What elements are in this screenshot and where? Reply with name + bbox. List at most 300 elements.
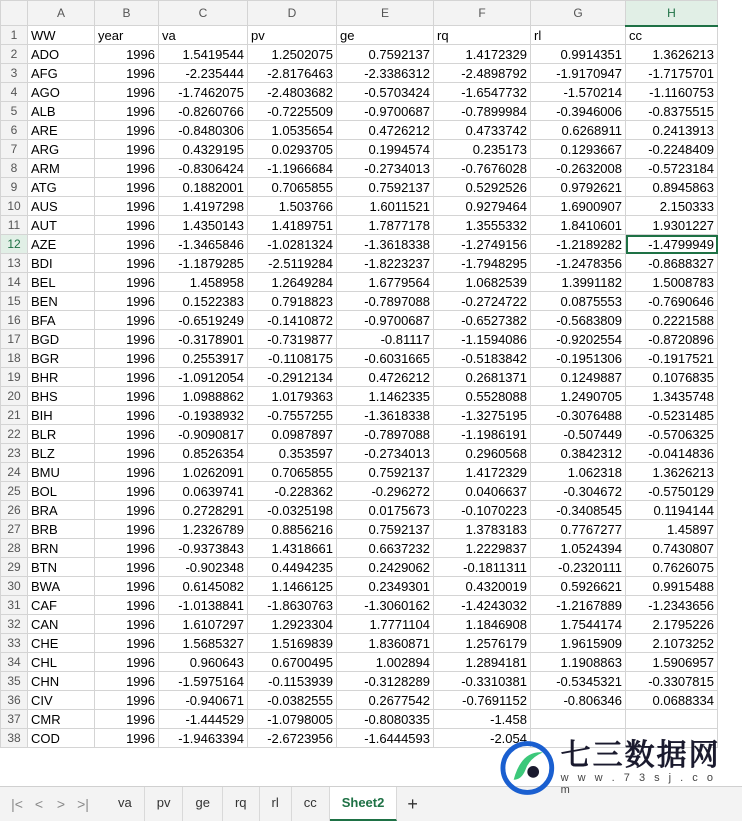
cell[interactable]: year [95, 26, 159, 45]
cell[interactable]: 0.7592137 [337, 520, 434, 539]
cell[interactable]: 1996 [95, 216, 159, 235]
cell[interactable]: 2.1073252 [626, 634, 718, 653]
cell[interactable]: 1996 [95, 653, 159, 672]
cell[interactable]: -0.507449 [531, 425, 626, 444]
cell[interactable]: 1.45897 [626, 520, 718, 539]
cell[interactable]: 1.7544174 [531, 615, 626, 634]
row-header[interactable]: 20 [1, 387, 28, 406]
cell[interactable]: 1.5008783 [626, 273, 718, 292]
cell[interactable] [626, 710, 718, 729]
cell[interactable]: 1996 [95, 387, 159, 406]
cell[interactable]: 1996 [95, 273, 159, 292]
cell[interactable]: -1.1879285 [159, 254, 248, 273]
cell[interactable]: ATG [28, 178, 95, 197]
cell[interactable]: CMR [28, 710, 95, 729]
cell[interactable]: CHE [28, 634, 95, 653]
cell[interactable]: -0.1917521 [626, 349, 718, 368]
cell[interactable]: -0.7897088 [337, 292, 434, 311]
cell[interactable]: 0.353597 [248, 444, 337, 463]
cell[interactable]: cc [626, 26, 718, 45]
cell[interactable]: 0.5292526 [434, 178, 531, 197]
cell[interactable]: 1.1462335 [337, 387, 434, 406]
cell[interactable]: -1.2749156 [434, 235, 531, 254]
row-header[interactable]: 22 [1, 425, 28, 444]
cell[interactable]: -0.2734013 [337, 159, 434, 178]
row-header[interactable]: 30 [1, 577, 28, 596]
cell[interactable]: 0.4494235 [248, 558, 337, 577]
cell[interactable]: 0.2221588 [626, 311, 718, 330]
row-header[interactable]: 3 [1, 64, 28, 83]
cell[interactable]: 1.2649284 [248, 273, 337, 292]
cell[interactable]: 0.7065855 [248, 178, 337, 197]
row-header[interactable]: 13 [1, 254, 28, 273]
cell[interactable]: -2.6723956 [248, 729, 337, 748]
column-header-a[interactable]: A [28, 1, 95, 26]
row-header[interactable]: 25 [1, 482, 28, 501]
row-header[interactable]: 14 [1, 273, 28, 292]
cell[interactable]: 0.8856216 [248, 520, 337, 539]
cell[interactable]: -1.8630763 [248, 596, 337, 615]
cell[interactable]: 1.6900907 [531, 197, 626, 216]
cell[interactable]: BGD [28, 330, 95, 349]
cell[interactable]: 0.235173 [434, 140, 531, 159]
cell[interactable]: 0.7626075 [626, 558, 718, 577]
cell[interactable]: 1996 [95, 520, 159, 539]
cell[interactable]: -1.2167889 [531, 596, 626, 615]
cell[interactable]: 1.062318 [531, 463, 626, 482]
row-header[interactable]: 17 [1, 330, 28, 349]
cell[interactable]: 1996 [95, 558, 159, 577]
cell[interactable]: BOL [28, 482, 95, 501]
cell[interactable]: 1996 [95, 235, 159, 254]
cell[interactable]: 1.2923304 [248, 615, 337, 634]
cell[interactable]: 0.8526354 [159, 444, 248, 463]
cell[interactable]: BWA [28, 577, 95, 596]
cell[interactable]: ge [337, 26, 434, 45]
cell[interactable]: -0.5706325 [626, 425, 718, 444]
cell[interactable]: 0.960643 [159, 653, 248, 672]
cell[interactable]: -1.9170947 [531, 64, 626, 83]
cell[interactable]: 0.0875553 [531, 292, 626, 311]
cell[interactable]: -0.9373843 [159, 539, 248, 558]
cell[interactable]: -1.2343656 [626, 596, 718, 615]
cell[interactable]: -1.8223237 [337, 254, 434, 273]
cell[interactable]: -1.7462075 [159, 83, 248, 102]
cell[interactable]: -1.3618338 [337, 406, 434, 425]
cell[interactable]: 0.5926621 [531, 577, 626, 596]
cell[interactable]: 1.503766 [248, 197, 337, 216]
cell[interactable]: 1996 [95, 311, 159, 330]
select-all-corner[interactable] [1, 1, 28, 26]
cell[interactable]: 0.7065855 [248, 463, 337, 482]
cell[interactable]: -0.0414836 [626, 444, 718, 463]
cell[interactable]: 1996 [95, 634, 159, 653]
cell[interactable]: 1.9301227 [626, 216, 718, 235]
row-header[interactable]: 35 [1, 672, 28, 691]
cell[interactable]: 1.4197298 [159, 197, 248, 216]
cell[interactable]: -1.3060162 [337, 596, 434, 615]
cell[interactable]: 1.458958 [159, 273, 248, 292]
cell[interactable]: -2.4803682 [248, 83, 337, 102]
cell[interactable]: -1.458 [434, 710, 531, 729]
cell[interactable]: AFG [28, 64, 95, 83]
cell[interactable]: -1.3618338 [337, 235, 434, 254]
cell[interactable]: 0.1522383 [159, 292, 248, 311]
cell[interactable]: -0.7899984 [434, 102, 531, 121]
cell[interactable]: AGO [28, 83, 95, 102]
cell[interactable]: -0.8688327 [626, 254, 718, 273]
cell[interactable]: -0.7557255 [248, 406, 337, 425]
cell[interactable]: -0.8375515 [626, 102, 718, 121]
cell[interactable]: 0.4726212 [337, 121, 434, 140]
cell[interactable]: CHL [28, 653, 95, 672]
cell[interactable]: 0.0639741 [159, 482, 248, 501]
cell[interactable]: 1.4350143 [159, 216, 248, 235]
cell[interactable]: 1996 [95, 444, 159, 463]
cell[interactable]: -0.5183842 [434, 349, 531, 368]
column-header-g[interactable]: G [531, 1, 626, 26]
tab-rq[interactable]: rq [223, 787, 260, 821]
cell[interactable]: 1.1846908 [434, 615, 531, 634]
cell[interactable]: -0.0325198 [248, 501, 337, 520]
cell[interactable]: -1.6547732 [434, 83, 531, 102]
cell[interactable]: 1996 [95, 197, 159, 216]
tab-pv[interactable]: pv [145, 787, 184, 821]
cell[interactable]: 1.7877178 [337, 216, 434, 235]
tab-va[interactable]: va [106, 787, 145, 821]
cell[interactable]: WW [28, 26, 95, 45]
cell[interactable]: pv [248, 26, 337, 45]
cell[interactable]: 0.0293705 [248, 140, 337, 159]
cell[interactable]: 1996 [95, 292, 159, 311]
cell[interactable]: 1.6107297 [159, 615, 248, 634]
row-header[interactable]: 1 [1, 26, 28, 45]
cell[interactable]: -2.235444 [159, 64, 248, 83]
cell[interactable]: 1996 [95, 615, 159, 634]
cell[interactable]: -1.7948295 [434, 254, 531, 273]
column-header-h[interactable]: H [626, 1, 718, 26]
cell[interactable]: 1996 [95, 406, 159, 425]
cell[interactable]: 1.3555332 [434, 216, 531, 235]
first-sheet-icon[interactable]: |< [11, 796, 23, 812]
cell[interactable]: 1.3991182 [531, 273, 626, 292]
cell[interactable]: 1.6779564 [337, 273, 434, 292]
cell[interactable]: 0.0987897 [248, 425, 337, 444]
cell[interactable]: 1.3626213 [626, 45, 718, 64]
cell[interactable]: 1.2894181 [434, 653, 531, 672]
cell[interactable]: -0.9700687 [337, 102, 434, 121]
cell[interactable]: -1.1986191 [434, 425, 531, 444]
cell[interactable] [531, 710, 626, 729]
cell[interactable]: 1996 [95, 140, 159, 159]
cell[interactable]: ADO [28, 45, 95, 64]
cell[interactable]: -0.81117 [337, 330, 434, 349]
column-header-e[interactable]: E [337, 1, 434, 26]
row-header[interactable]: 37 [1, 710, 28, 729]
cell[interactable]: AUS [28, 197, 95, 216]
cell[interactable]: 2.1795226 [626, 615, 718, 634]
cell[interactable]: 2.150333 [626, 197, 718, 216]
tab-cc[interactable]: cc [292, 787, 330, 821]
cell[interactable]: 0.1194144 [626, 501, 718, 520]
cell[interactable]: -0.1153939 [248, 672, 337, 691]
cell[interactable]: 0.1882001 [159, 178, 248, 197]
cell[interactable]: 0.7592137 [337, 45, 434, 64]
cell[interactable]: 1996 [95, 672, 159, 691]
cell[interactable]: 0.1249887 [531, 368, 626, 387]
row-header[interactable]: 26 [1, 501, 28, 520]
cell[interactable]: 1.2326789 [159, 520, 248, 539]
cell[interactable]: -0.5750129 [626, 482, 718, 501]
cell[interactable]: -0.1070223 [434, 501, 531, 520]
cell[interactable]: 0.8945863 [626, 178, 718, 197]
row-header[interactable]: 7 [1, 140, 28, 159]
cell[interactable]: -0.1410872 [248, 311, 337, 330]
cell[interactable]: 0.4320019 [434, 577, 531, 596]
cell[interactable]: CIV [28, 691, 95, 710]
cell[interactable]: 1.3626213 [626, 463, 718, 482]
cell[interactable]: 0.6268911 [531, 121, 626, 140]
cell[interactable]: -0.9090817 [159, 425, 248, 444]
cell[interactable]: -2.5119284 [248, 254, 337, 273]
cell[interactable]: 0.0688334 [626, 691, 718, 710]
column-header-f[interactable]: F [434, 1, 531, 26]
cell[interactable]: 1996 [95, 368, 159, 387]
cell[interactable]: va [159, 26, 248, 45]
cell[interactable]: ARM [28, 159, 95, 178]
last-sheet-icon[interactable]: >| [77, 796, 89, 812]
column-header-b[interactable]: B [95, 1, 159, 26]
cell[interactable]: -0.8260766 [159, 102, 248, 121]
cell[interactable]: -0.3128289 [337, 672, 434, 691]
cell[interactable]: 1996 [95, 159, 159, 178]
cell[interactable]: -0.304672 [531, 482, 626, 501]
cell[interactable]: -0.940671 [159, 691, 248, 710]
cell[interactable]: -1.444529 [159, 710, 248, 729]
cell[interactable]: -0.2734013 [337, 444, 434, 463]
cell[interactable]: BEN [28, 292, 95, 311]
cell[interactable]: BLZ [28, 444, 95, 463]
row-header[interactable]: 10 [1, 197, 28, 216]
cell[interactable]: 1.5906957 [626, 653, 718, 672]
cell[interactable]: 1996 [95, 83, 159, 102]
cell[interactable]: -0.1108175 [248, 349, 337, 368]
cell[interactable]: -1.3465846 [159, 235, 248, 254]
row-header[interactable]: 27 [1, 520, 28, 539]
cell[interactable]: -1.2189282 [531, 235, 626, 254]
cell[interactable]: -0.3310381 [434, 672, 531, 691]
cell[interactable]: 0.7767277 [531, 520, 626, 539]
cell[interactable]: -0.7690646 [626, 292, 718, 311]
row-header[interactable]: 4 [1, 83, 28, 102]
cell[interactable]: ARG [28, 140, 95, 159]
cell[interactable]: 1996 [95, 45, 159, 64]
cell[interactable]: 1996 [95, 501, 159, 520]
cell[interactable]: -1.0138841 [159, 596, 248, 615]
cell[interactable]: -1.0281324 [248, 235, 337, 254]
cell[interactable]: 1.5419544 [159, 45, 248, 64]
cell[interactable]: -1.3275195 [434, 406, 531, 425]
cell[interactable]: 0.9914351 [531, 45, 626, 64]
row-header[interactable]: 19 [1, 368, 28, 387]
cell[interactable]: 0.2413913 [626, 121, 718, 140]
row-header[interactable]: 11 [1, 216, 28, 235]
cell[interactable]: BRA [28, 501, 95, 520]
cell[interactable]: 0.2681371 [434, 368, 531, 387]
cell[interactable]: -0.228362 [248, 482, 337, 501]
cell[interactable]: -0.8720896 [626, 330, 718, 349]
cell[interactable]: -0.0382555 [248, 691, 337, 710]
cell[interactable]: 1996 [95, 254, 159, 273]
cell[interactable]: 0.3842312 [531, 444, 626, 463]
add-sheet-button[interactable]: + [407, 793, 418, 814]
cell[interactable]: BFA [28, 311, 95, 330]
cell[interactable]: -0.2320111 [531, 558, 626, 577]
cell[interactable]: BHR [28, 368, 95, 387]
cell[interactable]: 0.6700495 [248, 653, 337, 672]
cell[interactable]: BIH [28, 406, 95, 425]
cell[interactable]: BEL [28, 273, 95, 292]
cell[interactable]: 0.7592137 [337, 463, 434, 482]
cell[interactable]: 1996 [95, 425, 159, 444]
cell[interactable]: -0.7225509 [248, 102, 337, 121]
cell[interactable]: CAF [28, 596, 95, 615]
cell[interactable]: 1996 [95, 539, 159, 558]
cell[interactable]: 1.2229837 [434, 539, 531, 558]
cell[interactable]: 1.8360871 [337, 634, 434, 653]
cell[interactable]: -1.4243032 [434, 596, 531, 615]
cell[interactable]: BMU [28, 463, 95, 482]
cell[interactable]: 0.2553917 [159, 349, 248, 368]
cell[interactable]: -0.3178901 [159, 330, 248, 349]
cell[interactable]: 1.0179363 [248, 387, 337, 406]
row-header[interactable]: 2 [1, 45, 28, 64]
cell[interactable]: 0.7918823 [248, 292, 337, 311]
cell[interactable]: -0.7676028 [434, 159, 531, 178]
cell[interactable]: COD [28, 729, 95, 748]
cell[interactable]: 1996 [95, 330, 159, 349]
cell[interactable]: 1996 [95, 121, 159, 140]
cell[interactable]: -1.5975164 [159, 672, 248, 691]
cell[interactable]: -1.0912054 [159, 368, 248, 387]
cell[interactable]: BTN [28, 558, 95, 577]
cell[interactable]: -0.2632008 [531, 159, 626, 178]
cell[interactable]: 1996 [95, 178, 159, 197]
row-header[interactable]: 21 [1, 406, 28, 425]
row-header[interactable]: 12 [1, 235, 28, 254]
cell[interactable]: 0.9915488 [626, 577, 718, 596]
cell[interactable]: -2.054 [434, 729, 531, 748]
cell[interactable]: -1.6444593 [337, 729, 434, 748]
cell[interactable]: 1.0988862 [159, 387, 248, 406]
cell[interactable]: 1996 [95, 64, 159, 83]
cell[interactable]: 1996 [95, 729, 159, 748]
cell[interactable]: -0.3076488 [531, 406, 626, 425]
cell[interactable]: rl [531, 26, 626, 45]
cell[interactable]: 0.7430807 [626, 539, 718, 558]
cell[interactable]: 1.6011521 [337, 197, 434, 216]
cell[interactable]: CAN [28, 615, 95, 634]
cell[interactable]: 1.3435748 [626, 387, 718, 406]
row-header[interactable]: 9 [1, 178, 28, 197]
cell[interactable]: -0.2248409 [626, 140, 718, 159]
cell[interactable]: -1.1594086 [434, 330, 531, 349]
cell[interactable]: -0.6031665 [337, 349, 434, 368]
cell[interactable]: -0.1811311 [434, 558, 531, 577]
row-header[interactable]: 8 [1, 159, 28, 178]
cell[interactable]: 0.6637232 [337, 539, 434, 558]
cell[interactable]: 1.1908863 [531, 653, 626, 672]
cell[interactable]: -0.902348 [159, 558, 248, 577]
next-sheet-icon[interactable]: > [56, 796, 66, 812]
cell[interactable]: 0.4733742 [434, 121, 531, 140]
cell[interactable]: 1.2502075 [248, 45, 337, 64]
cell[interactable]: 1996 [95, 710, 159, 729]
cell[interactable]: 0.6145082 [159, 577, 248, 596]
column-header-d[interactable]: D [248, 1, 337, 26]
cell[interactable]: 1.0262091 [159, 463, 248, 482]
cell[interactable]: -1.1160753 [626, 83, 718, 102]
row-header[interactable]: 23 [1, 444, 28, 463]
cell[interactable]: -0.3946006 [531, 102, 626, 121]
cell[interactable]: 1.2576179 [434, 634, 531, 653]
cell[interactable]: -0.1951306 [531, 349, 626, 368]
row-header[interactable]: 28 [1, 539, 28, 558]
cell[interactable]: BRB [28, 520, 95, 539]
row-header[interactable]: 24 [1, 463, 28, 482]
cell[interactable]: 1.5169839 [248, 634, 337, 653]
cell[interactable]: 1.4189751 [248, 216, 337, 235]
row-header[interactable]: 31 [1, 596, 28, 615]
cell[interactable]: -0.6527382 [434, 311, 531, 330]
cell[interactable]: -1.570214 [531, 83, 626, 102]
cell[interactable]: -0.8306424 [159, 159, 248, 178]
cell[interactable]: 1.4172329 [434, 463, 531, 482]
cell[interactable]: 1.3783183 [434, 520, 531, 539]
cell[interactable]: 0.7592137 [337, 178, 434, 197]
tab-rl[interactable]: rl [260, 787, 292, 821]
cell[interactable]: 0.9279464 [434, 197, 531, 216]
cell[interactable]: -1.1966684 [248, 159, 337, 178]
cell[interactable]: 0.1994574 [337, 140, 434, 159]
cell[interactable]: 1.0535654 [248, 121, 337, 140]
cell[interactable]: BHS [28, 387, 95, 406]
cell[interactable]: -0.3408545 [531, 501, 626, 520]
row-header[interactable]: 32 [1, 615, 28, 634]
cell[interactable]: -1.4799949 [626, 235, 718, 254]
cell[interactable]: -0.2724722 [434, 292, 531, 311]
row-header[interactable]: 6 [1, 121, 28, 140]
cell[interactable]: 0.2349301 [337, 577, 434, 596]
cell[interactable]: 1.2490705 [531, 387, 626, 406]
cell[interactable]: BGR [28, 349, 95, 368]
tab-ge[interactable]: ge [183, 787, 222, 821]
cell[interactable]: -2.8176463 [248, 64, 337, 83]
row-header[interactable]: 18 [1, 349, 28, 368]
cell[interactable]: 1.1466125 [248, 577, 337, 596]
row-header[interactable]: 15 [1, 292, 28, 311]
cell[interactable]: 0.5528088 [434, 387, 531, 406]
cell[interactable]: 1.0682539 [434, 273, 531, 292]
row-header[interactable]: 34 [1, 653, 28, 672]
cell[interactable]: -1.9463394 [159, 729, 248, 748]
cell[interactable]: 0.0406637 [434, 482, 531, 501]
row-header[interactable]: 38 [1, 729, 28, 748]
row-header[interactable]: 5 [1, 102, 28, 121]
cell[interactable]: -0.2912134 [248, 368, 337, 387]
cell[interactable]: -0.5345321 [531, 672, 626, 691]
cell[interactable]: 1.9615909 [531, 634, 626, 653]
